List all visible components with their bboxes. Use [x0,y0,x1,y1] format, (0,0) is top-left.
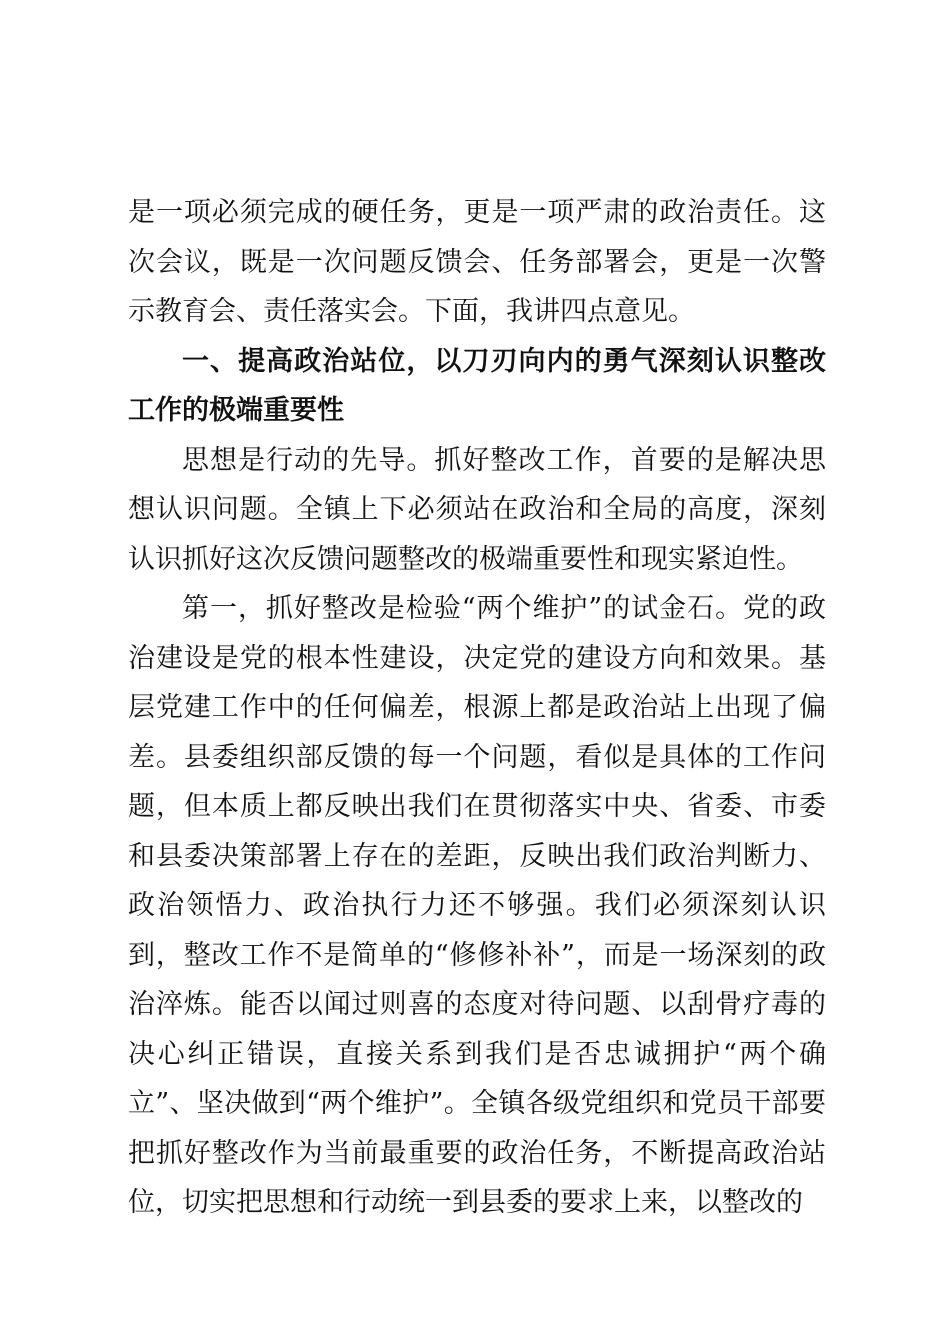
document-page [128,188,826,1228]
paragraph-thought-guide: 思想是行动的先导。抓好整改工作，首要的是解决思想认识问题。全镇上下必须站在政治和全局的高度，深刻认识抓好这次反馈问题整改的极端重要性和现实紧迫性。 [128,444,826,575]
paragraph-first-point: 第一，抓好整改是检验“两个维护”的试金石。党的政治建设是党的根本性建设，决定党的建设方向和效果。基层党建工作中的任何偏差，根源上都是政治站上出现了偏差。县委组织部反馈的每一个问题，看似是具体的工作问题，但本质上都反映出我们在贯彻落实中央、省委、市委和县委决策部署上存在的差距，反映出我们政治判断力、政治领悟力、政治执行力还不够强。我们必须深刻认识到，整改工作不是简单的“修修补补”，而是一场深刻的政治淬炼。能否以闻过则喜的态度对待问题、以刮骨疗毒的决心纠正错误，直接关系到我们是否忠诚拥护“两个确立”、坚决做到“两个维护”。全镇各级党组织和党员干部要把抓好整改作为当前最重要的政治任务，不断提高政治站位，切实把思想和行动统一到县委的要求上来，以整改的 [128,593,826,1218]
paragraph-intro-continuation: 是一项必须完成的硬任务，更是一项严肃的政治责任。这次会议，既是一次问题反馈会、任务部署会，更是一次警示教育会、责任落实会。下面，我讲四点意见。 [128,197,826,327]
section-heading-1: 一、提高政治站位，以刀刃向内的勇气深刻认识整改工作的极端重要性 [128,345,826,426]
